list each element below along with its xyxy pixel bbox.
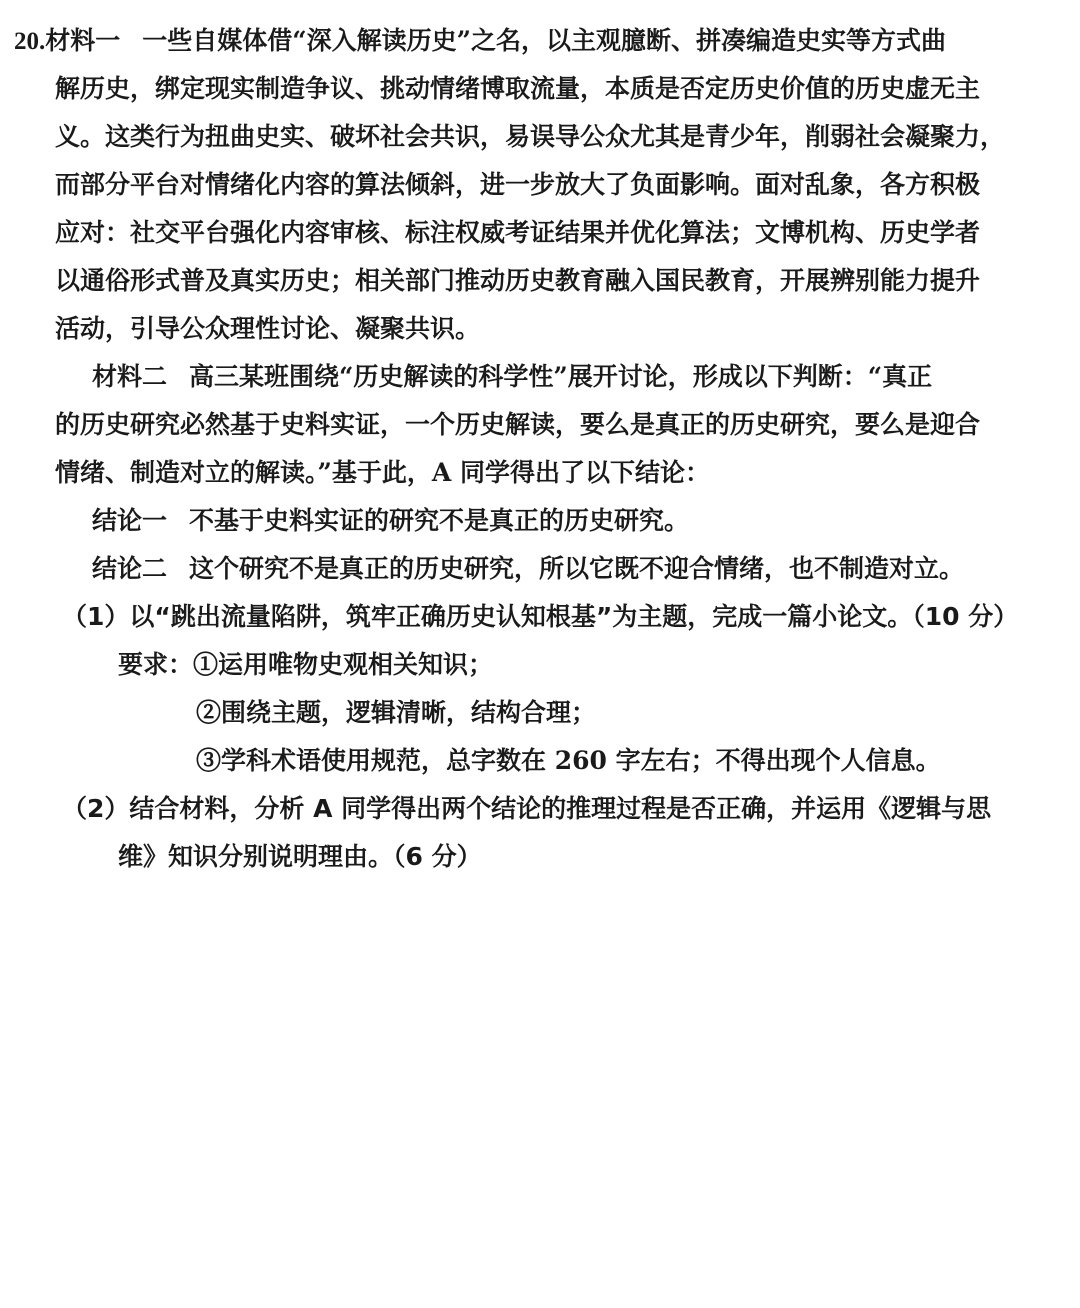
requirement-item: ②围绕主题，逻辑清晰，结构合理； [196,698,597,727]
material2-first-line [92,362,932,392]
conclusion-text: 不基于史料实证的研究不是真正的历史研究。 [189,506,690,535]
conclusion-label: 结论一 [92,506,168,535]
question-first-line [14,26,946,56]
material1-line: 活动，引导公众理性讨论、凝聚共识。 [55,314,481,343]
material2-line: 高三某班围绕“历史解读的科学性”展开讨论，形成以下判断：“真正 [189,362,933,391]
material1-line: 解历史，绑定现实制造争议、挑动情绪博取流量，本质是否定历史价值的历史虚无主 [55,74,981,103]
material1-heading: 材料一 [45,26,121,55]
material2-line: 情绪、制造对立的解读。”基于此，A 同学得出了以下结论： [55,458,710,487]
conclusion-label: 结论二 [92,554,168,583]
requirement-item: ③学科术语使用规范，总字数在 260 字左右；不得出现个人信息。 [196,746,941,775]
material1-line: 以通俗形式普及真实历史；相关部门推动历史教育融入国民教育，开展辨别能力提升 [55,266,981,295]
question-number: 20. [14,28,46,55]
material1-line: 义。这类行为扭曲史实、破坏社会共识，易误导公众尤其是青少年，削弱社会凝聚力， [55,122,1006,151]
subquestion-2-continuation: 维》知识分别说明理由。（6 分） [118,842,482,871]
conclusion-2 [92,554,964,584]
requirement-item: ①运用唯物史观相关知识； [193,650,494,679]
requirement-row-1 [118,650,493,680]
conclusion-text: 这个研究不是真正的历史研究，所以它既不迎合情绪，也不制造对立。 [189,554,965,583]
material1-line: 而部分平台对情绪化内容的算法倾斜，进一步放大了负面影响。面对乱象，各方积极 [55,170,981,199]
subquestion-2: （2）结合材料，分析 A 同学得出两个结论的推理过程是否正确，并运用《逻辑与思 [62,794,992,823]
material2-heading: 材料二 [92,362,168,391]
material2-line: 的历史研究必然基于史料实证，一个历史解读，要么是真正的历史研究，要么是迎合 [55,410,981,439]
subquestion-1: （1）以“跳出流量陷阱，筑牢正确历史认知根基”为主题，完成一篇小论文。（10 分） [62,602,1019,631]
material1-line: 一些自媒体借“深入解读历史”之名，以主观臆断、拼凑编造史实等方式曲 [142,26,947,55]
material1-line: 应对：社交平台强化内容审核、标注权威考证结果并优化算法；文博机构、历史学者 [55,218,981,247]
requirements-label: 要求： [118,650,194,679]
conclusion-1 [92,506,689,536]
